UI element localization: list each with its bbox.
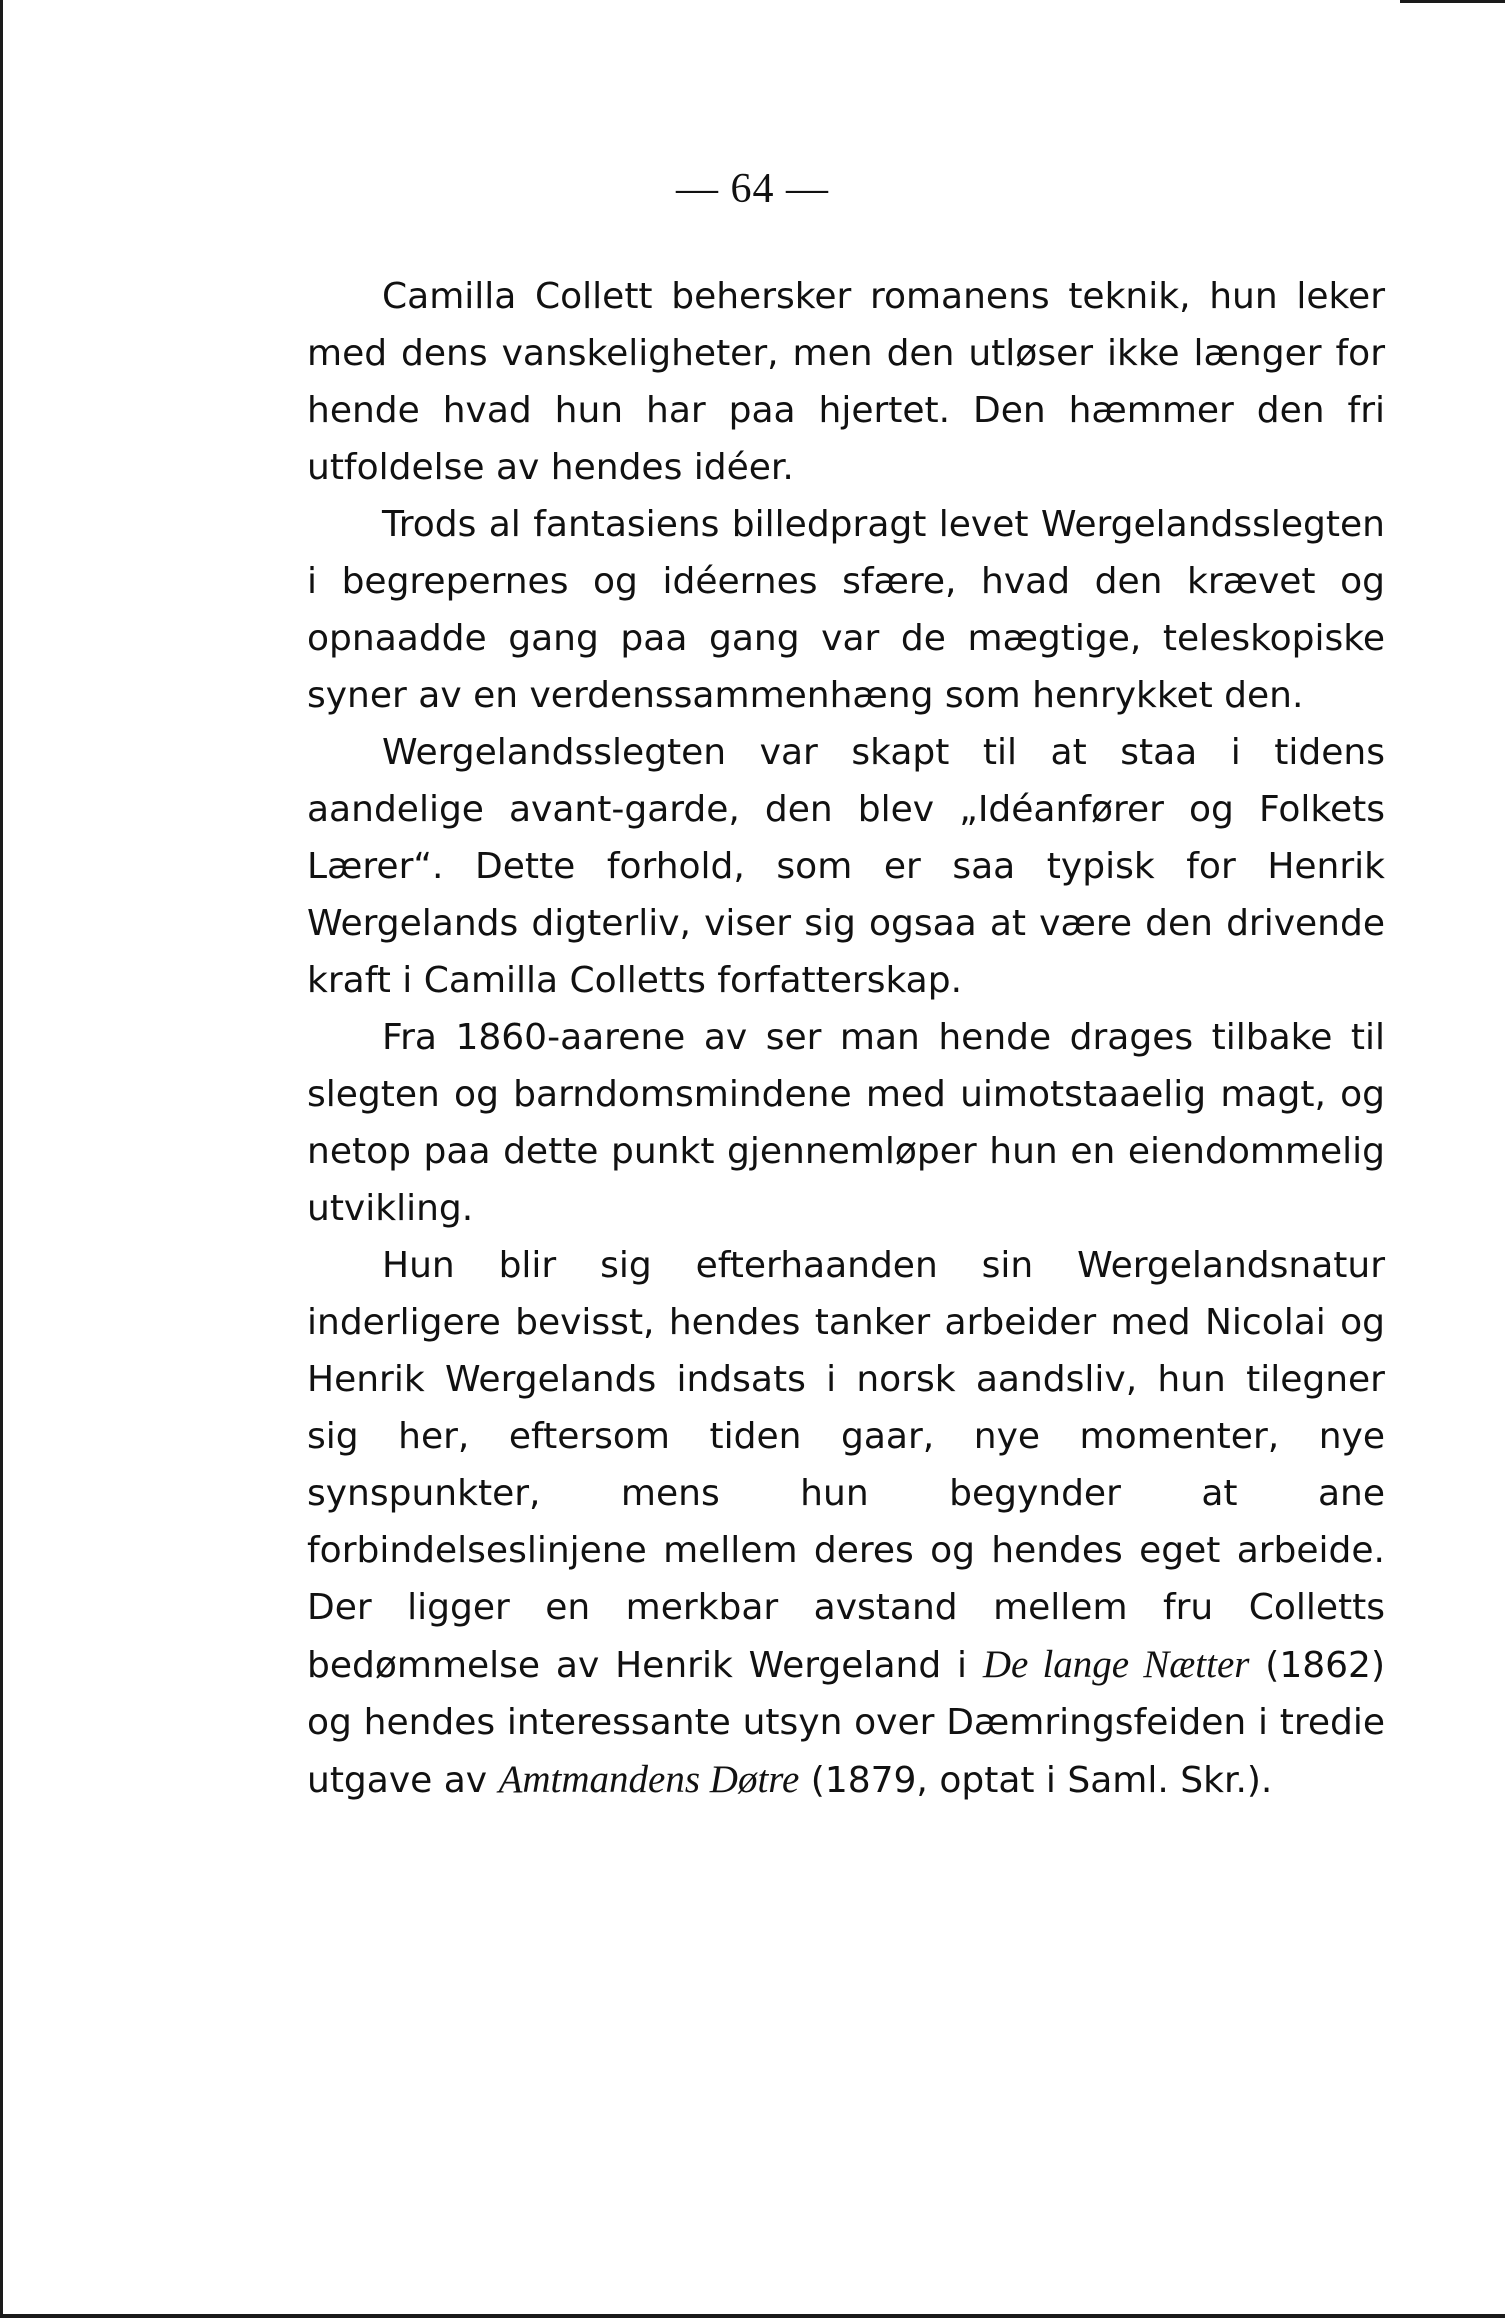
paragraph-4: Fra 1860-aarene av ser man hende drages tilbake til slegten og barndomsmindene med uimotstaaelig magt, og netop paa dette punkt gjennemløper hun en eiendommelig utvikling. [307, 1017, 1385, 1229]
scan-border-left [0, 0, 3, 2318]
paragraph-5-part-3: (1879, optat i Saml. Skr.). [799, 1760, 1273, 1801]
scan-border-bottom [0, 2314, 1505, 2318]
book-title-amtmandens-doetre: Amtmandens Døtre [498, 1758, 800, 1801]
paragraph-2: Trods al fantasiens billedpragt levet Wergelandsslegten i begrepernes og idéernes sfære, hvad den krævet og opnaadde gang paa gang var de mægtige, teleskopiske syner av en verdenssammenhæng som henrykket den. [307, 504, 1385, 716]
scan-border-top [1400, 0, 1505, 3]
body-text [307, 268, 1385, 1809]
paragraph-5-part-2: (1862) og hendes interessante utsyn over Dæmringsfeiden i tredie utgave av [307, 1645, 1385, 1801]
paragraph-3: Wergelandsslegten var skapt til at staa i tidens aandelige avant-garde, den blev „Idéanfører og Folkets Lærer“. Dette forhold, som er saa typisk for Henrik Wergelands digterliv, viser sig ogsaa at være den drivende kraft i Camilla Colletts forfatterskap. [307, 732, 1385, 1001]
paragraph-5-part-1: Hun blir sig efterhaanden sin Wergelandsnatur inderligere bevisst, hendes tanker arbeider med Nicolai og Henrik Wergelands indsats i norsk aandsliv, hun tilegner sig her, eftersom tiden gaar, nye momenter, nye synspunkter, mens hun begynder at ane forbindelseslinjene mellem deres og hendes eget arbeide. Der ligger en merkbar avstand mellem fru Colletts bedømmelse av Henrik Wergeland i [307, 1245, 1385, 1686]
book-title-de-lange-naetter: De lange Nætter [982, 1643, 1250, 1686]
paragraph-1: Camilla Collett behersker romanens teknik, hun leker med dens vanskeligheter, men den utløser ikke længer for hende hvad hun har paa hjertet. Den hæmmer den fri utfoldelse av hendes idéer. [307, 276, 1385, 488]
page-number: — 64 — [676, 166, 829, 212]
paragraph-5 [307, 1237, 1385, 1809]
